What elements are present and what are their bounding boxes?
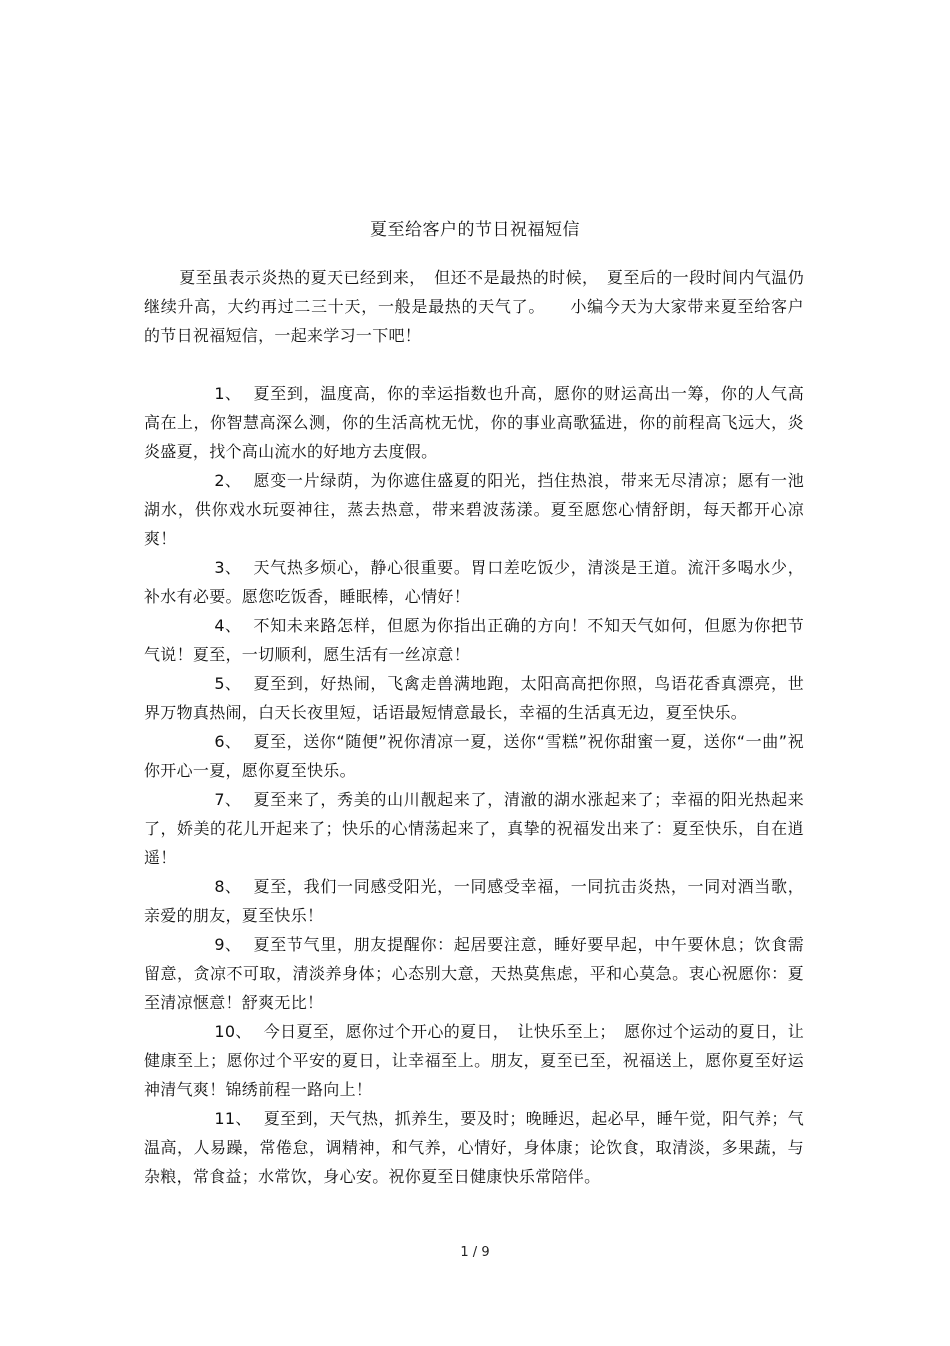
list-item-number: 9、 xyxy=(214,935,242,954)
list-item xyxy=(144,466,804,553)
list-item xyxy=(144,1104,804,1191)
list-item-number: 11、 xyxy=(214,1109,252,1128)
page-number: 1 / 9 xyxy=(460,1245,490,1260)
list-item-text: 夏至到，好热闹，飞禽走兽满地跑，太阳高高把你照，鸟语花香真漂亮，世界万物真热闹，白天长夜里短，话语最短情意最长，幸福的生活真无边，夏至快乐。 xyxy=(144,674,804,722)
wishes-list xyxy=(144,379,804,1191)
list-item-text: 夏至到，温度高，你的幸运指数也升高，愿你的财运高出一筹，你的人气高高在上，你智慧高深么测，你的生活高枕无忧，你的事业高歌猛进，你的前程高飞远大，炎炎盛夏，找个高山流水的好地方去度假。 xyxy=(144,384,804,461)
list-item xyxy=(144,553,804,611)
list-item-text: 夏至来了，秀美的山川靓起来了，清澈的湖水涨起来了；幸福的阳光热起来了，娇美的花儿开起来了；快乐的心情荡起来了，真挚的祝福发出来了：夏至快乐，自在逍遥！ xyxy=(144,790,804,867)
list-item xyxy=(144,611,804,669)
list-item xyxy=(144,785,804,872)
list-item-number: 10、 xyxy=(214,1022,252,1041)
list-item-number: 6、 xyxy=(214,732,242,751)
document-title: 夏至给客户的节日祝福短信 xyxy=(370,220,580,240)
list-item xyxy=(144,727,804,785)
list-item-text: 夏至，送你“随便”祝你清凉一夏，送你“雪糕”祝你甜蜜一夏，送你“一曲”祝你开心一夏，愿你夏至快乐。 xyxy=(144,732,804,780)
list-item-number: 2、 xyxy=(214,471,242,490)
list-item-text: 夏至到，天气热，抓养生，要及时；晚睡迟，起必早，睡午觉，阳气养；气温高，人易躁，常倦怠，调精神，和气养，心情好，身体康；论饮食，取清淡，多果蔬，与杂粮，常食益；水常饮，身心安。祝你夏至日健康快乐常陪伴。 xyxy=(144,1109,804,1186)
list-item xyxy=(144,930,804,1017)
list-item-number: 3、 xyxy=(214,558,242,577)
list-item-number: 8、 xyxy=(214,877,242,896)
list-item-number: 5、 xyxy=(214,674,242,693)
list-item-text: 天气热多烦心，静心很重要。胃口差吃饭少，清淡是王道。流汗多喝水少，补水有必要。愿您吃饭香，睡眠棒，心情好！ xyxy=(144,558,804,606)
list-item xyxy=(144,669,804,727)
list-item-text: 今日夏至，愿你过个开心的夏日， 让快乐至上； 愿你过个运动的夏日，让健康至上；愿你过个平安的夏日，让幸福至上。朋友，夏至已至，祝福送上，愿你夏至好运神清气爽！锦绣前程一路向上！ xyxy=(144,1022,804,1099)
intro-paragraph: 夏至虽表示炎热的夏天已经到来， 但还不是最热的时候， 夏至后的一段时间内气温仍继续升高，大约再过二三十天，一般是最热的天气了。 小编今天为大家带来夏至给客户的节日祝福短信，一起来学习一下吧！ xyxy=(144,268,804,345)
list-item-text: 不知未来路怎样，但愿为你指出正确的方向！不知天气如何，但愿为你把节气说！夏至，一切顺利，愿生活有一丝凉意！ xyxy=(144,616,804,664)
list-item-text: 夏至节气里，朋友提醒你：起居要注意，睡好要早起，中午要休息；饮食需留意，贪凉不可取，清淡养身体；心态别大意，天热莫焦虑，平和心莫急。衷心祝愿你：夏至清凉惬意！舒爽无比！ xyxy=(144,935,804,1012)
list-item-text: 夏至，我们一同感受阳光，一同感受幸福，一同抗击炎热，一同对酒当歌，亲爱的朋友，夏至快乐！ xyxy=(144,877,804,925)
list-item xyxy=(144,379,804,466)
list-item xyxy=(144,872,804,930)
list-item xyxy=(144,1017,804,1104)
list-item-number: 4、 xyxy=(214,616,242,635)
list-item-number: 7、 xyxy=(214,790,242,809)
list-item-text: 愿变一片绿荫，为你遮住盛夏的阳光，挡住热浪，带来无尽清凉；愿有一池湖水，供你戏水玩耍神往，蒸去热意，带来碧波荡漾。夏至愿您心情舒朗，每天都开心凉爽！ xyxy=(144,471,804,548)
document-body xyxy=(144,263,804,1191)
list-item-number: 1、 xyxy=(214,384,242,403)
